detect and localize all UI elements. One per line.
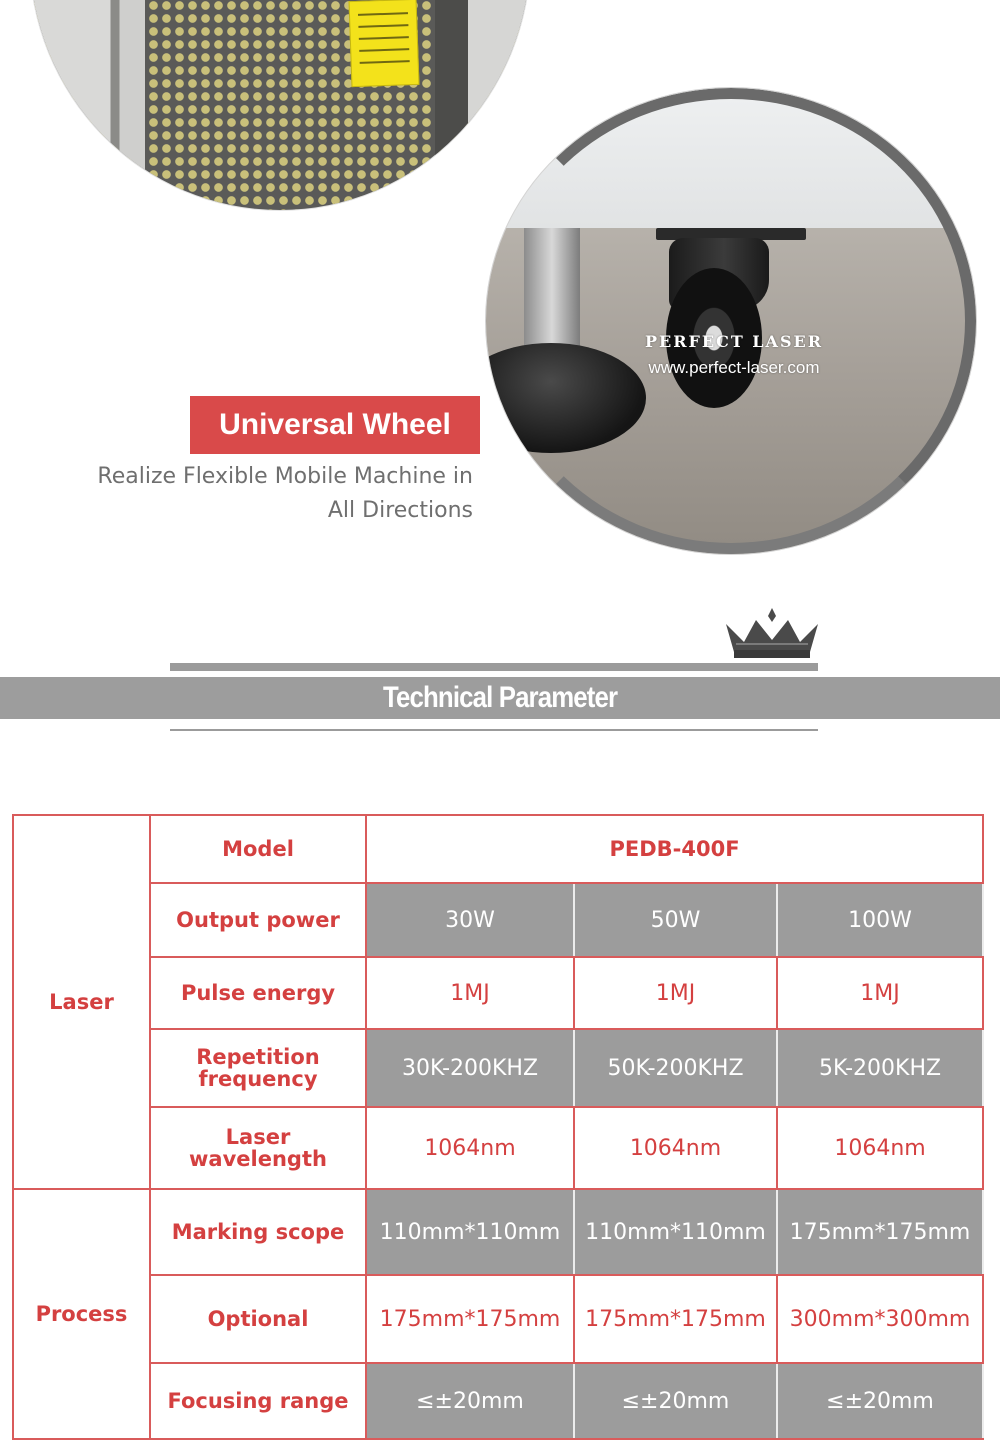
feature-title: Universal Wheel xyxy=(190,396,480,454)
universal-wheel-photo xyxy=(486,88,976,554)
table-cell: 50K-200KHZ xyxy=(574,1029,777,1107)
section-title: Technical Parameter xyxy=(382,681,618,714)
table-cell: 1MJ xyxy=(366,957,574,1029)
group-label-process: Process xyxy=(13,1189,150,1439)
model-value: PEDB-400F xyxy=(366,815,983,883)
section-banner xyxy=(0,677,1000,719)
row-label-line: wavelength xyxy=(189,1147,327,1171)
table-cell: 100W xyxy=(777,883,983,957)
table-cell: 50W xyxy=(574,883,777,957)
table-cell: 1MJ xyxy=(574,957,777,1029)
table-cell: ≤±20mm xyxy=(777,1363,983,1439)
row-label: Focusing range xyxy=(150,1363,366,1439)
banner-top-rule xyxy=(170,663,818,671)
table-cell: 110mm*110mm xyxy=(574,1189,777,1275)
row-label-line: frequency xyxy=(198,1067,318,1091)
row-label: Marking scope xyxy=(150,1189,366,1275)
table-row xyxy=(13,1189,983,1275)
table-cell: 300mm*300mm xyxy=(777,1275,983,1363)
table-cell: 1064nm xyxy=(574,1107,777,1189)
row-label: Optional xyxy=(150,1275,366,1363)
feature-description-line: Realize Flexible Mobile Machine in xyxy=(97,464,473,489)
row-label: Model xyxy=(150,815,366,883)
table-cell: 1MJ xyxy=(777,957,983,1029)
table-cell: 1064nm xyxy=(366,1107,574,1189)
technical-parameter-table xyxy=(12,814,984,1440)
table-row xyxy=(13,1275,983,1363)
table-cell: ≤±20mm xyxy=(366,1363,574,1439)
group-label-laser: Laser xyxy=(13,815,150,1189)
watermark-url: www.perfect-laser.com xyxy=(648,358,820,377)
watermark-brand: PERFECT LASER xyxy=(645,332,823,351)
row-label xyxy=(150,1107,366,1189)
table-cell: 30W xyxy=(366,883,574,957)
photo-frame-left xyxy=(30,0,145,210)
table-cell: 5K-200KHZ xyxy=(777,1029,983,1107)
table-row xyxy=(13,883,983,957)
row-label-line: Laser xyxy=(225,1125,291,1149)
table-cell: 30K-200KHZ xyxy=(366,1029,574,1107)
feature-description xyxy=(60,460,473,528)
row-label-line: Repetition xyxy=(196,1045,320,1069)
row-label: Output power xyxy=(150,883,366,957)
feature-description-line: All Directions xyxy=(327,498,473,523)
row-label: Pulse energy xyxy=(150,957,366,1029)
power-supply-photo xyxy=(30,0,530,210)
table-cell: 1064nm xyxy=(777,1107,983,1189)
table-cell: 175mm*175mm xyxy=(777,1189,983,1275)
table-row xyxy=(13,1107,983,1189)
warning-sticker xyxy=(349,0,420,87)
table-cell: 110mm*110mm xyxy=(366,1189,574,1275)
banner-bottom-rule xyxy=(170,729,818,731)
table-row xyxy=(13,957,983,1029)
table-cell: 175mm*175mm xyxy=(366,1275,574,1363)
table-row xyxy=(13,1029,983,1107)
table-cell: ≤±20mm xyxy=(574,1363,777,1439)
photo-ring xyxy=(486,88,976,554)
table-cell: 175mm*175mm xyxy=(574,1275,777,1363)
row-label xyxy=(150,1029,366,1107)
table-row xyxy=(13,815,983,883)
crown-icon xyxy=(722,606,822,660)
